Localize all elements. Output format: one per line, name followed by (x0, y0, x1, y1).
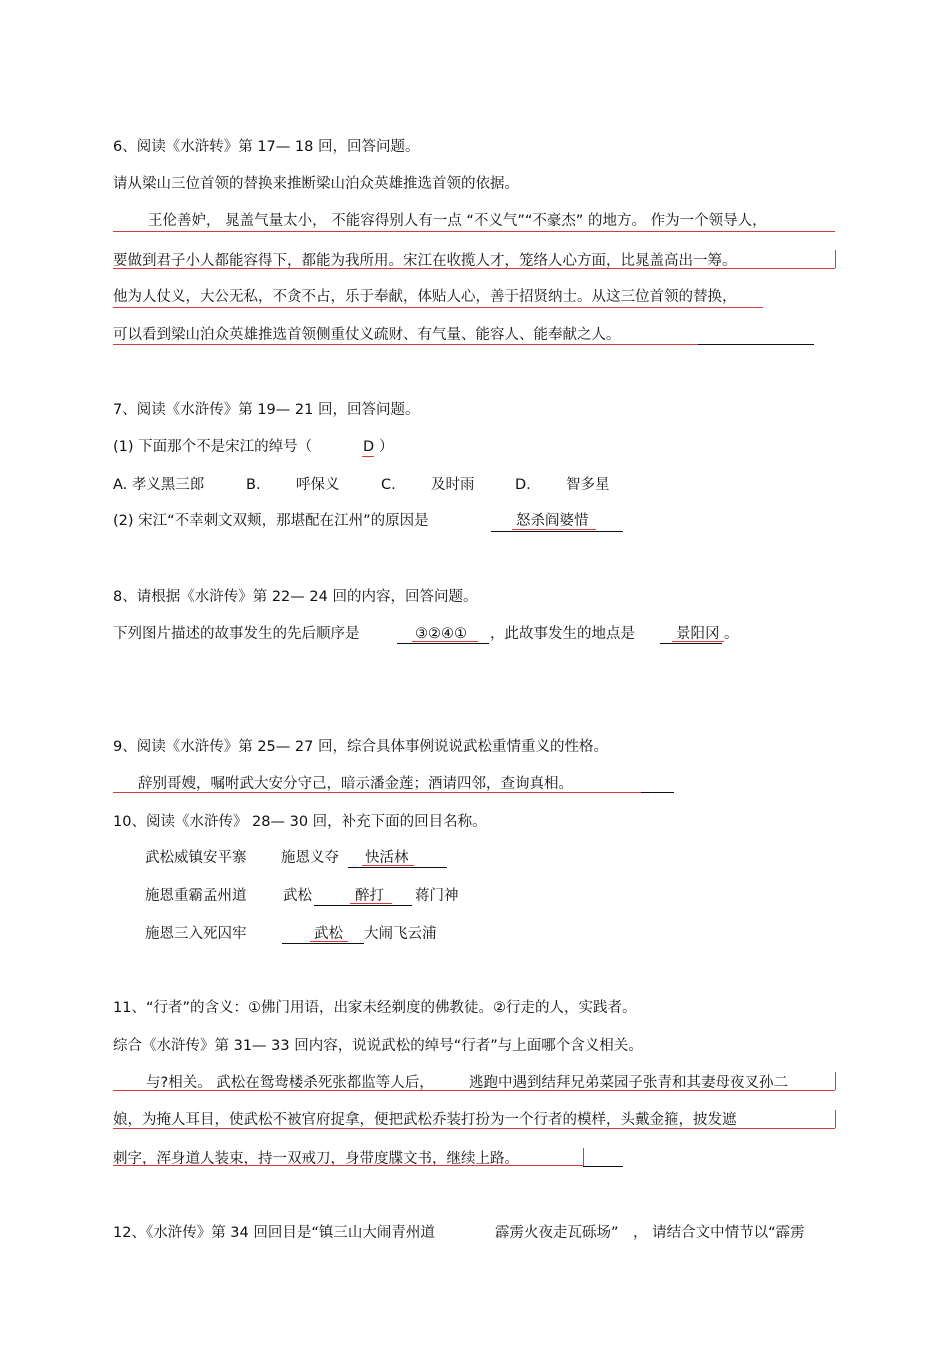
q10-row2-answer: 醉打 (355, 888, 384, 904)
q12-title-b: 霹雳火夜走瓦砾场” (495, 1225, 619, 1241)
margin-mark (835, 1072, 836, 1090)
underline (350, 903, 392, 904)
q8-place-answer: 景阳冈 (676, 626, 720, 642)
q11-answer-line-2: 娘，为掩人耳目，使武松不被官府捉拿，便把武松乔装打扮为一个行者的模样，头戴金箍，披发遮 (113, 1112, 737, 1128)
q7-option-a: A. 孝义黑三郎 (113, 477, 205, 493)
q11-title: 11、“行者”的含义：①佛门用语，出家未经剃度的佛教徒。②行走的人，实践者。 (113, 1000, 637, 1016)
margin-mark (583, 1148, 584, 1166)
underline (362, 456, 374, 457)
q7-title: 7、阅读《水浒传》第 19— 21 回，回答问题。 (113, 402, 420, 418)
underline (113, 231, 835, 232)
q6-answer-line-1: 王伦善妒， 晁盖气量太小， 不能容得别人有一点 “不义气”“不豪杰” 的地方。 作为一个领导人， (148, 213, 767, 229)
q12-title-a: 12、《水浒传》第 34 回回目是“镇三山大闹青州道 (113, 1225, 435, 1241)
underline (512, 529, 596, 530)
q10-row2-left: 施恩重霸孟州道 (145, 888, 247, 904)
q7-sub1-suffix: ） (379, 439, 394, 455)
q10-row3-left: 施恩三入死囚牢 (145, 926, 247, 942)
q6-answer-line-4: 可以看到梁山泊众英雄推选首领侧重仗义疏财、有气量、能容人、能奉献之人。 (113, 327, 621, 343)
blank-line (641, 792, 674, 793)
q6-title: 6、阅读《水浒转》第 17— 18 回，回答问题。 (113, 139, 420, 155)
q10-row1-answer: 快活林 (365, 850, 409, 866)
q10-title: 10、阅读《水浒传》 28— 30 回，补充下面的回目名称。 (113, 814, 487, 830)
margin-mark (835, 1110, 836, 1128)
q7-option-b-letter: B. (246, 477, 261, 493)
q8-order-answer: ③②④① (415, 626, 467, 642)
underline (113, 307, 763, 308)
q8-middle: ，此故事发生的地点是 (490, 626, 635, 642)
blank-line (348, 867, 447, 868)
blank-line (282, 943, 364, 944)
q7-sub2-answer: 怒杀阎婆惜 (516, 513, 589, 529)
q8-title: 8、请根据《水浒传》第 22— 24 回的内容，回答问题。 (113, 589, 478, 605)
underline (672, 641, 724, 642)
blank-line (397, 643, 489, 644)
underline (113, 792, 641, 793)
underline (412, 641, 478, 642)
underline (310, 941, 348, 942)
q8-prefix: 下列图片描述的故事发生的先后顺序是 (113, 626, 360, 642)
blank-line (583, 1166, 623, 1167)
q11-answer-line-3: 刺字，浑身道人装束，持一双戒刀，身带度牒文书，继续上路。 (113, 1151, 519, 1167)
blank-line (491, 531, 623, 532)
underline (362, 865, 414, 866)
q9-answer: 辞别哥嫂，嘱咐武大安分守己，暗示潘金莲；酒请四邻，查询真相。 (138, 776, 573, 792)
q12-title-c: ， 请结合文中情节以“霹雳 (633, 1225, 805, 1241)
q8-end: 。 (724, 626, 739, 642)
q7-option-b: 呼保义 (296, 477, 340, 493)
q7-option-c-letter: C. (381, 477, 396, 493)
underline (113, 1128, 835, 1129)
q9-title: 9、阅读《水浒传》第 25— 27 回，综合具体事例说说武松重情重义的性格。 (113, 739, 608, 755)
q10-row3-right: 大闹飞云浦 (364, 926, 437, 942)
q7-option-d-letter: D. (515, 477, 531, 493)
underline (113, 1165, 583, 1166)
q6-answer-line-2: 要做到君子小人都能容得下，都能为我所用。宋江在收揽人才，笼络人心方面，比晁盖高出一筹。 (113, 253, 737, 269)
q6-answer-line-3: 他为人仗义，大公无私，不贪不占，乐于奉献，体贴人心，善于招贤纳士。从这三位首领的替换， (113, 289, 737, 305)
q11-answer-line-1b: 逃跑中遇到结拜兄弟菜园子张青和其妻母夜叉孙二 (469, 1075, 788, 1091)
q7-option-d: 智多星 (566, 477, 610, 493)
q7-sub2-prefix: (2) 宋江“不幸刺文双颊，那堪配在江州”的原因是 (113, 513, 429, 529)
q10-row1-left: 武松威镇安平寨 (145, 850, 247, 866)
margin-mark (835, 250, 836, 268)
q11-prompt: 综合《水浒传》第 31— 33 回内容，说说武松的绰号“行者”与上面哪个含义相关。 (113, 1038, 643, 1054)
blank-line (660, 643, 722, 644)
q10-row2-right: 蒋门神 (415, 888, 459, 904)
q11-answer-line-1a: 与?相关。 武松在鸳鸯楼杀死张都监等人后， (146, 1075, 434, 1091)
q10-row3-answer: 武松 (314, 926, 343, 942)
q10-row1-mid: 施恩义夺 (281, 850, 339, 866)
blank-line (314, 905, 412, 906)
q7-sub1-answer: D (363, 439, 375, 455)
q6-prompt: 请从梁山三位首领的替换来推断梁山泊众英雄推选首领的依据。 (113, 176, 519, 192)
q7-option-c: 及时雨 (431, 477, 475, 493)
blank-line (698, 344, 814, 345)
underline (113, 1090, 835, 1091)
underline (113, 268, 835, 269)
q7-sub1-prefix: (1) 下面那个不是宋江的绰号（ (113, 439, 313, 455)
q10-row2-mid: 武松 (283, 888, 312, 904)
underline (113, 344, 698, 345)
